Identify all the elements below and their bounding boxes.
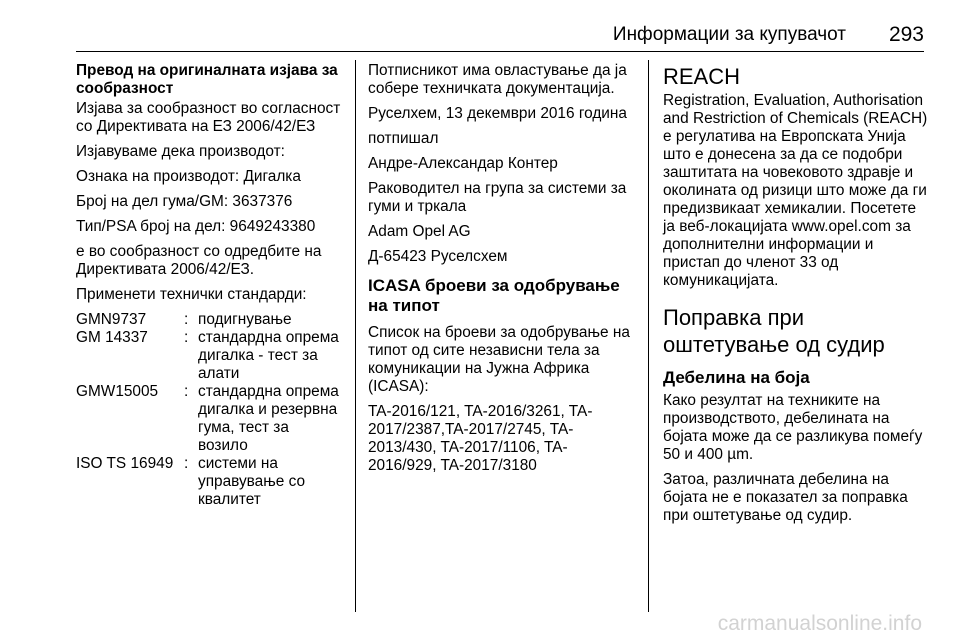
standard-code: GMN9737 [76, 311, 147, 328]
page-number: 293 [888, 23, 924, 46]
declaration-paragraph: Ознака на производот: Дигалка [76, 168, 301, 185]
signatory-title: Раководител на група за системи за гуми и тркала [368, 180, 627, 215]
declaration-paragraph: Тип/PSA број на дел: 9649243380 [76, 218, 316, 235]
paint-paragraph: Како резултат на техниките на производството, дебелината на бојата може да се разликува помеѓу 50 и 400 µm. [663, 392, 923, 463]
declaration-paragraph: Изјава за сообразност во согласност со Директивата на ЕЗ 2006/42/ЕЗ [76, 100, 341, 135]
standard-description: подигнување [198, 311, 292, 328]
icasa-paragraph: Список на броеви за одобрување на типот од сите независни тела за комуникации на Јужна Африка (ICASA): [368, 324, 630, 395]
company-name: Adam Opel AG [368, 223, 471, 240]
declaration-paragraph: Изјавуваме дека производот: [76, 143, 285, 160]
standard-code: GM 14337 [76, 329, 148, 346]
signed-label: потпишал [368, 130, 439, 147]
paint-paragraph: Затоа, различната дебелина на бојата не е показател за поправка при оштетување од судир. [663, 471, 908, 524]
standard-description: стандардна опрема дигалка и резервна гума, тест за возило [198, 383, 339, 454]
standard-description: стандардна опрема дигалка - тест за алати [198, 329, 339, 382]
declaration-paragraph: Број на дел гума/GM: 3637376 [76, 193, 293, 210]
icasa-heading: ICASA броеви за одобрување на типот [368, 276, 620, 315]
signatory-name: Андре-Александар Контер [368, 155, 558, 172]
column-3 [663, 62, 931, 532]
standard-code: ISO TS 16949 [76, 455, 174, 472]
company-address: Д-65423 Руселсхем [368, 248, 508, 265]
header-title: Информации за купувачот [612, 24, 846, 45]
repair-heading: Поправка при оштетување од судир [663, 305, 885, 357]
column-divider-1 [355, 60, 356, 612]
reach-paragraph: Registration, Evaluation, Authorisation and Restriction of Chemicals (REACH) е регулатива на Европската Унија што е донесена за да се подобри заштитата на човековото здравје и околината од ризици што може да ги предизвикаат хемикалии. Посетете ја веб-локацијата www.opel.com за дополнителни информации и пристап до членот 33 од комуникацијата. [663, 92, 928, 289]
signatory-paragraph: Потписникот има овластување да ја собере техничката документација. [368, 62, 627, 97]
header-rule [76, 51, 924, 52]
declaration-paragraph: Применети технички стандарди: [76, 286, 307, 303]
standard-separator: : [184, 383, 189, 400]
standard-code: GMW15005 [76, 383, 159, 400]
declaration-paragraph: е во сообразност со одредбите на Директивата 2006/42/ЕЗ. [76, 243, 322, 278]
declaration-heading: Превод на оригиналната изјава за сообразност [76, 62, 338, 97]
column-divider-2 [648, 60, 649, 612]
standard-separator: : [184, 329, 189, 346]
reach-heading: REACH [663, 64, 741, 89]
watermark: carmanualsonline.info [717, 612, 922, 635]
standard-description: системи на управување со квалитет [198, 455, 306, 508]
page-header [76, 20, 924, 50]
paint-thickness-heading: Дебелина на боја [663, 368, 810, 387]
column-1 [76, 62, 342, 509]
signing-place-date: Руселхем, 13 декември 2016 година [368, 105, 627, 122]
column-2 [368, 62, 634, 482]
icasa-numbers: TA-2016/121, TA-2016/3261, TA-2017/2387,TA-2017/2745, TA-2013/430, TA-2017/1106, TA-2016/929, TA-2017/3180 [368, 403, 593, 474]
standard-separator: : [184, 311, 189, 328]
standards-table [76, 311, 342, 509]
standard-separator: : [184, 455, 189, 472]
